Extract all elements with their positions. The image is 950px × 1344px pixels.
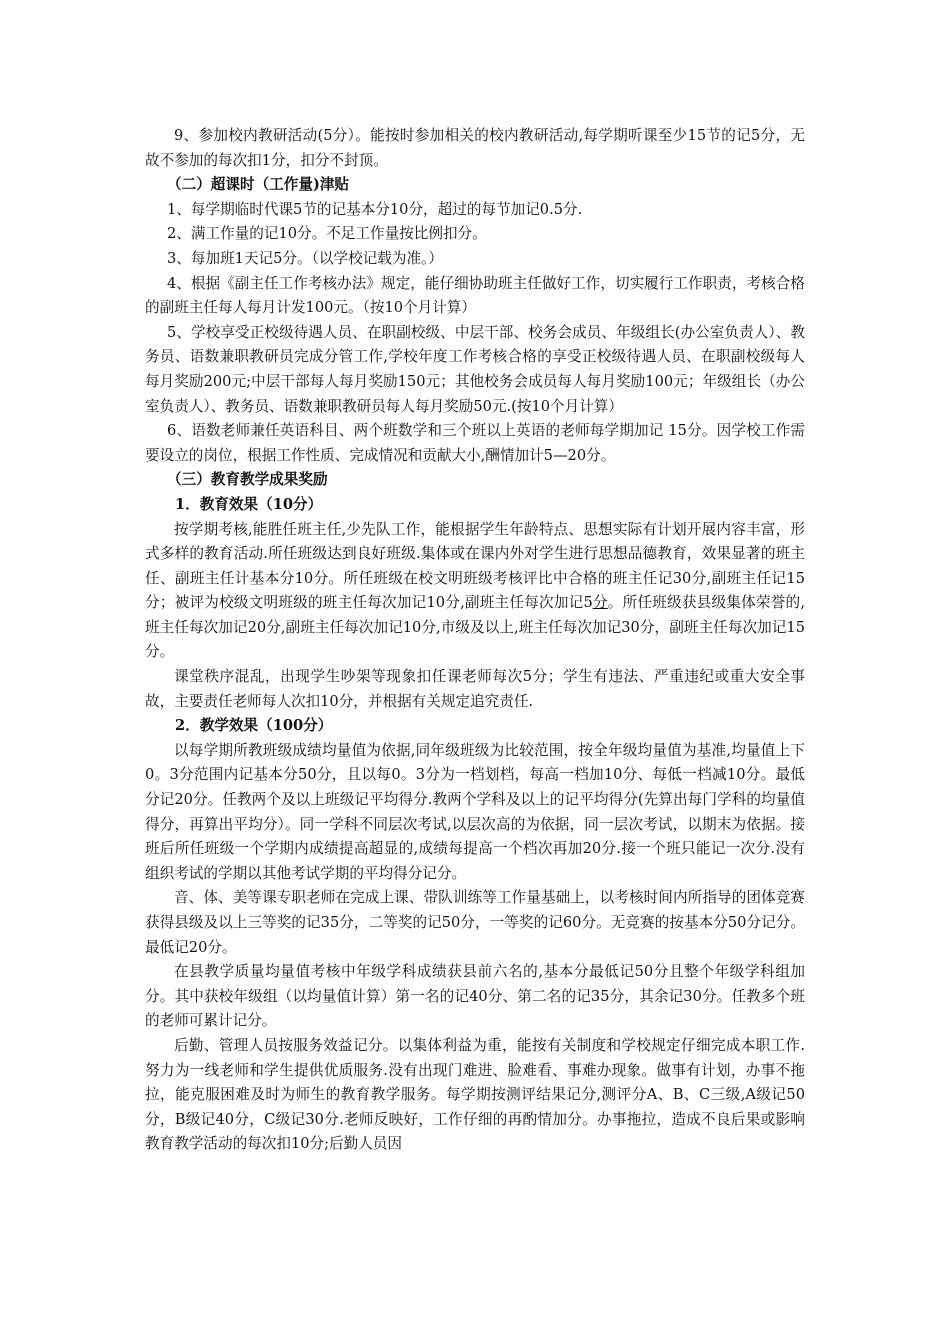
paragraph-teaching-effect-d: 后勤、管理人员按服务效益记分。以集体利益为重，能按有关制度和学校规定仔细完成本职工作.努力为一线老师和学生提供优质服务.没有出现门难进、脸难看、事难办现象。做事有计划，办事不拖拉，能克服困难及时为师生的教育教学服务。每学期按测评结果记分,测评分A、B、C三级,A级记50分，B级记40分，C级记30分.老师反映好，工作仔细的再酌情加分。办事拖拉，造成不良后果或影响教育教学活动的每次扣10分;后勤人员因 [145,1036,805,1153]
paragraph-education-effect [145,518,805,666]
paragraph-2-3: 3、每加班1天记5分。（以学校记载为准。） [167,249,443,267]
paragraph-education-effect-text-1: 按学期考核,能胜任班主任,少先队工作，能根据学生年龄特点、思想实际有计划开展内容丰富，形式多样的教育活动.所任班级达到良好班级.集体或在课内外对学生进行思想品德教育，效果显著的班主任、副班主任计基本分10分。所任班级在校文明班级考核评比中合格的班主任记30分,副班主任记15分；被评为校级文明班级的班主任每次加记10分,副班主任每次加记5 [145,520,805,612]
paragraph-2-4: 4、根据《副主任工作考核办法》规定，能仔细协助班主任做好工作，切实履行工作职责，考核合格的副班主任每人每月计发100元。（按10个月计算） [145,274,805,317]
paragraph-2-1: 1、每学期临时代课5节的记基本分10分，超过的每节加记0.5分. [167,200,583,218]
paragraph-teaching-effect-a: 以每学期所教班级成绩均量值为依据,同年级班级为比较范围，按全年级均量值为基准,均量值上下0。3分范围内记基本分50分，且以每0。3分为一档划档，每高一档加10分、每低一档减10分。最低分记20分。任教两个及以上班级记平均得分.教两个学科及以上的记平均得分(先算出每门学科的均量值得分，再算出平均分）。同一学科不同层次考试,以层次高的为依据，同一层次考试，以期末为依据。接班后所任班级一个学期内成绩提高超显的,成绩每提高一个档次再加20分.接一个班只能记一次分.没有组织考试的学期以其他考试学期的平均得分记分。 [145,741,805,882]
paragraph-2-2: 2、满工作量的记10分。不足工作量按比例扣分。 [167,225,487,243]
heading-teaching-achievement: （三）教育教学成果奖励 [167,471,328,489]
paragraph-teaching-effect-b: 音、体、美等课专职老师在完成上课、带队训练等工作量基础上，以考核时间内所指导的团体竞赛获得县级及以上三等奖的记35分，二等奖的记50分，一等奖的记60分。无竞赛的按基本分50分记分。最低记20分。 [145,889,805,956]
paragraph-education-effect-text-2: 。所任班级获县级集体荣誉的,班主任每次加记20分,副班主任每次加记10分,市级及以上,班主任每次加记30分，副班主任每次加记15分。 [145,594,806,661]
paragraph-2-6: 6、语数老师兼任英语科目、两个班数学和三个班以上英语的老师每学期加记 15分。因学校工作需要设立的岗位，根据工作性质、完成情况和贡献大小,酬情加计5—20分。 [145,422,805,464]
paragraph-item-9: 9、参加校内教研活动(5分）。能按时参加相关的校内教研活动,每学期听课至少15节的记5分，无故不参加的每次扣1分，扣分不封顶。 [145,127,805,169]
paragraph-education-effect-underlined: 分 [592,594,608,612]
heading-overtime-allowance: （二）超课时（工作量)津贴 [167,176,350,194]
document-page [145,124,805,1157]
heading-education-effect: 1．教育效果（10分） [175,495,323,513]
paragraph-2-5: 5、学校享受正校级待遇人员、在职副校级、中层干部、校务会成员、年级组长(办公室负责人）、教务员、语数兼职教研员完成分管工作,学校年度工作考核合格的享受正校级待遇人员、在职副校级每人每月奖励200元;中层干部每人每月奖励150元；其他校务会成员每人每月奖励100元；年级组长（办公室负责人）、教务员、语数兼职教研员每人每月奖励50元.(按10个月计算） [145,323,805,415]
heading-teaching-effect: 2．教学效果（100分） [175,717,333,735]
paragraph-classroom-order: 课堂秩序混乱，出现学生吵架等现象扣任课老师每次5分；学生有违法、严重违纪或重大安全事故，主要责任老师每人次扣10分，并根据有关规定追究责任. [145,668,805,710]
paragraph-teaching-effect-c: 在县教学质量均量值考核中年级学科成绩获县前六名的,基本分最低记50分且整个年级学科组加分。其中获校年级组（以均量值计算）第一名的记40分、第二名的记35分，其余记30分。任教多个班的老师可累计记分。 [145,963,805,1030]
